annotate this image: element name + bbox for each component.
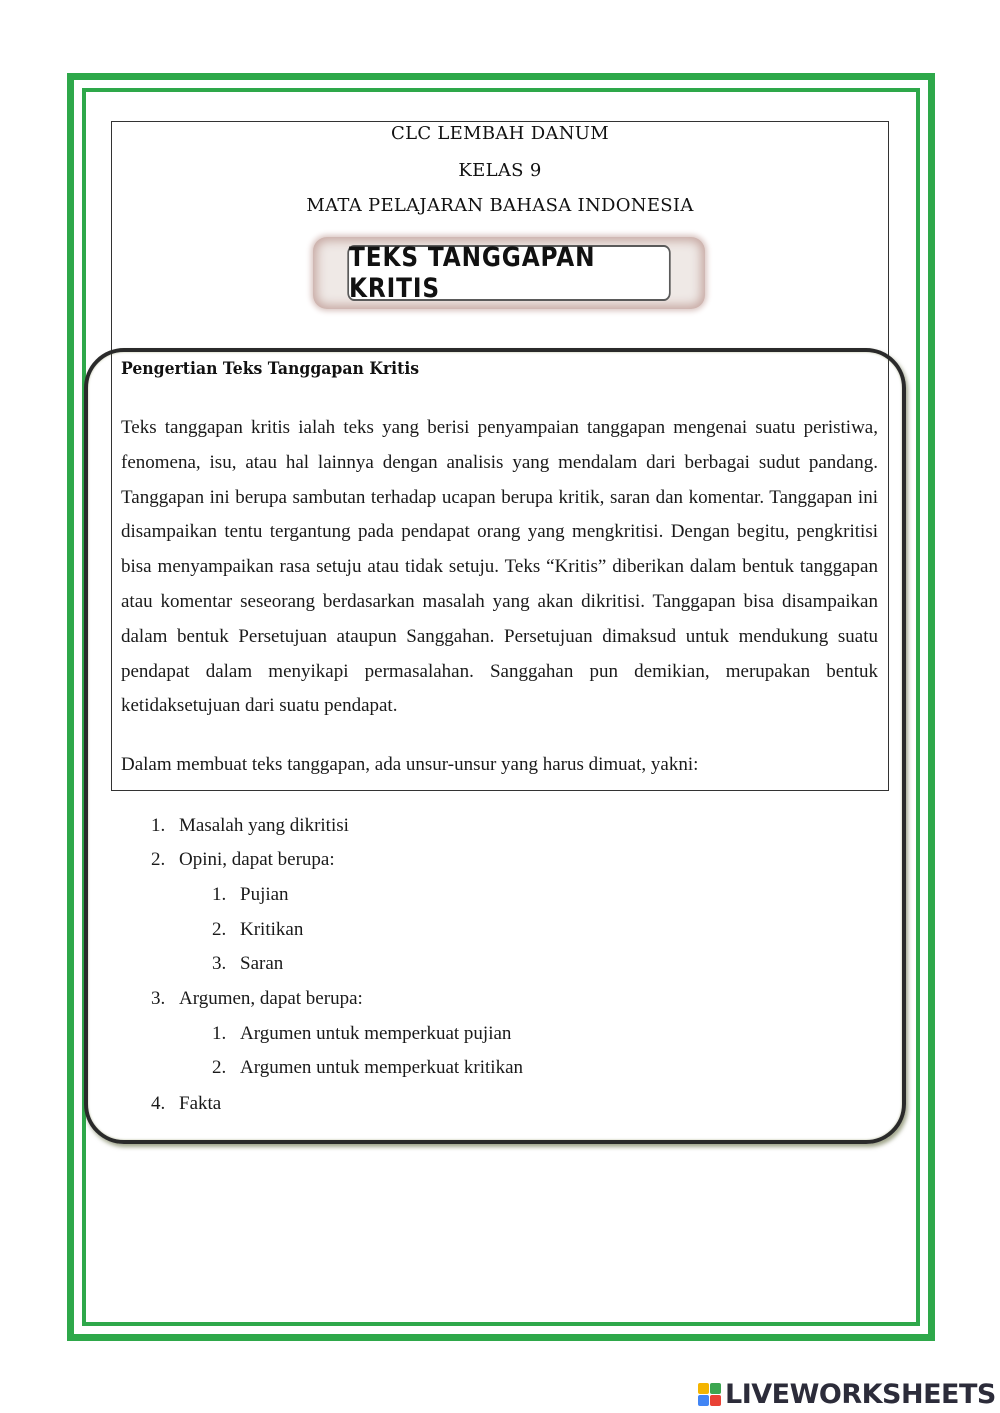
list-item	[151, 848, 335, 872]
page-title: TEKS TANGGAPAN KRITIS	[347, 245, 670, 301]
elements-lead: Dalam membuat teks tanggapan, ada unsur-unsur yang harus dimuat, yakni:	[121, 754, 699, 775]
logo-square-yellow	[698, 1383, 709, 1394]
list-number: 2.	[212, 1057, 227, 1078]
list-item	[151, 814, 349, 838]
section-heading: Pengertian Teks Tanggapan Kritis	[121, 359, 420, 379]
sub-list-item	[212, 952, 283, 976]
list-number: 4.	[151, 1093, 166, 1114]
list-number: 3.	[212, 953, 227, 974]
list-number: 1.	[212, 1023, 227, 1044]
list-text: Argumen untuk memperkuat pujian	[240, 1023, 512, 1044]
sub-list-item	[212, 1056, 523, 1080]
list-text: Masalah yang dikritisi	[179, 815, 349, 836]
list-text: Pujian	[240, 884, 289, 905]
sub-list-item	[212, 883, 289, 907]
list-text: Opini, dapat berupa:	[179, 849, 335, 870]
list-item	[151, 987, 363, 1011]
sub-list-item	[212, 918, 303, 942]
list-number: 2.	[151, 849, 166, 870]
logo-square-blue	[698, 1395, 709, 1406]
list-number: 2.	[212, 919, 227, 940]
school-name: CLC LEMBAH DANUM	[391, 123, 609, 144]
liveworksheets-icon	[698, 1383, 721, 1406]
list-text: Kritikan	[240, 919, 304, 940]
list-text: Argumen, dapat berupa:	[179, 988, 363, 1009]
logo-text: LIVEWORKSHEETS	[725, 1378, 996, 1410]
list-text: Fakta	[179, 1093, 222, 1114]
class-label: KELAS 9	[458, 160, 542, 181]
list-item	[151, 1092, 221, 1116]
list-text: Saran	[240, 953, 284, 974]
liveworksheets-logo[interactable]	[698, 1376, 996, 1412]
list-number: 1.	[212, 884, 227, 905]
logo-square-red	[710, 1395, 721, 1406]
list-number: 1.	[151, 815, 166, 836]
logo-square-green	[710, 1383, 721, 1394]
definition-paragraph: Teks tanggapan kritis ialah teks yang berisi penyampaian tanggapan mengenai suatu peristiwa, fenomena, isu, atau hal lainnya dengan analisis yang mendalam dari berbagai sudut pandang. Tanggapan ini berupa sambutan terhadap ucapan berupa kritik, saran dan komentar. Tanggapan ini disampaikan tentu tergantung pada pendapat orang yang mengkritisi. Dengan begitu, pengkritisi bisa menyampaikan rasa setuju atau tidak setuju. Teks “Kritis” diberikan dalam bentuk tanggapan atau komentar seseorang berdasarkan masalah yang akan dikritisi. Tanggapan bisa disampaikan dalam bentuk Persetujuan ataupun Sanggahan. Persetujuan dimaksud untuk mendukung suatu pendapat dalam menyikapi permasalahan. Sanggahan pun demikian, merupakan bentuk ketidaksetujuan dari suatu pendapat.	[121, 417, 878, 717]
list-text: Argumen untuk memperkuat kritikan	[240, 1057, 524, 1078]
sub-list-item	[212, 1022, 511, 1046]
subject-label: MATA PELAJARAN BAHASA INDONESIA	[306, 195, 694, 216]
list-number: 3.	[151, 988, 166, 1009]
